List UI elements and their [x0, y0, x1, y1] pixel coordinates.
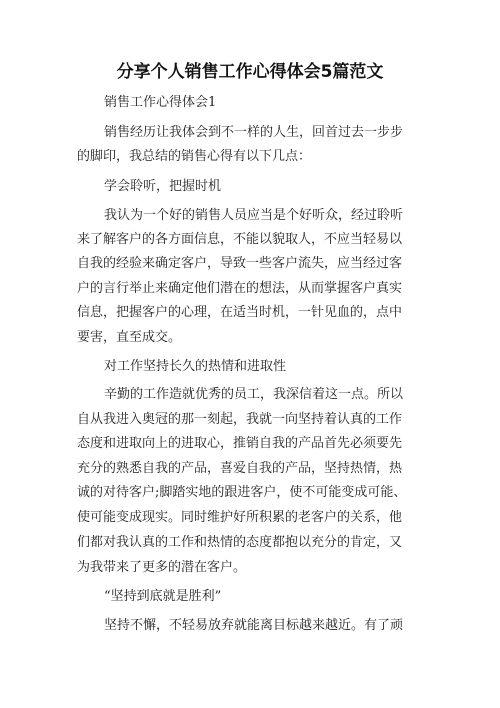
paragraph-line: 坚持不懈，不轻易放弃就能离目标越来越近。有了顽 — [104, 618, 404, 633]
paragraph-line: 态度和进取向上的进取心，推销自我的产品首先必须要先 — [77, 436, 403, 451]
paragraph-line: 的脚印，我总结的销售心得有以下几点： — [77, 149, 312, 164]
paragraph-line: 辛勤的工作造就优秀的员工，我深信着这一点。所以 — [104, 387, 404, 402]
paragraph-line: 来了解客户的各方面信息，不能以貌取人，不应当轻易以 — [77, 232, 403, 247]
paragraph-line: 们都对我认真的工作和热情的态度都抱以充分的肯定，又 — [77, 535, 403, 550]
paragraph-line: 自我的经验来确定客户，导致一些客户流失，应当经过客 — [77, 256, 403, 271]
paragraph-line: 我认为一个好的销售人员应当是个好听众，经过聆听 — [104, 208, 404, 223]
paragraph-line: 要害，直至成交。 — [77, 330, 182, 345]
paragraph-line: 使可能变成现实。同时维护好所积累的老客户的关系，他 — [77, 510, 403, 525]
subheading: 对工作坚持长久的热情和进取性 — [104, 359, 287, 374]
paragraph-line: 户的言行举止来确定他们潜在的想法，从而掌握客户真实 — [77, 281, 403, 296]
section-heading: 销售工作心得体会1 — [104, 95, 217, 110]
subheading: 学会聆听，把握时机 — [104, 179, 222, 194]
subheading: “坚持到底就是胜利” — [104, 589, 222, 604]
paragraph-line: 信息，把握客户的心理，在适当时机，一针见血的，点中 — [77, 305, 403, 320]
paragraph-line: 销售经历让我体会到不一样的人生，回首过去一步步 — [104, 125, 404, 140]
document-title: 分享个人销售工作心得体会5篇范文 — [116, 62, 384, 82]
paragraph-line: 诚的对待客户;脚踏实地的跟进客户，使不可能变成可能、 — [77, 485, 407, 500]
paragraph-line: 充分的熟悉自我的产品，喜爱自我的产品，坚持热情，热 — [77, 461, 403, 476]
paragraph-line: 为我带来了更多的潜在客户。 — [77, 560, 247, 575]
paragraph-line: 自从我进入奥冠的那一刻起，我就一向坚持着认真的工作 — [77, 412, 403, 427]
